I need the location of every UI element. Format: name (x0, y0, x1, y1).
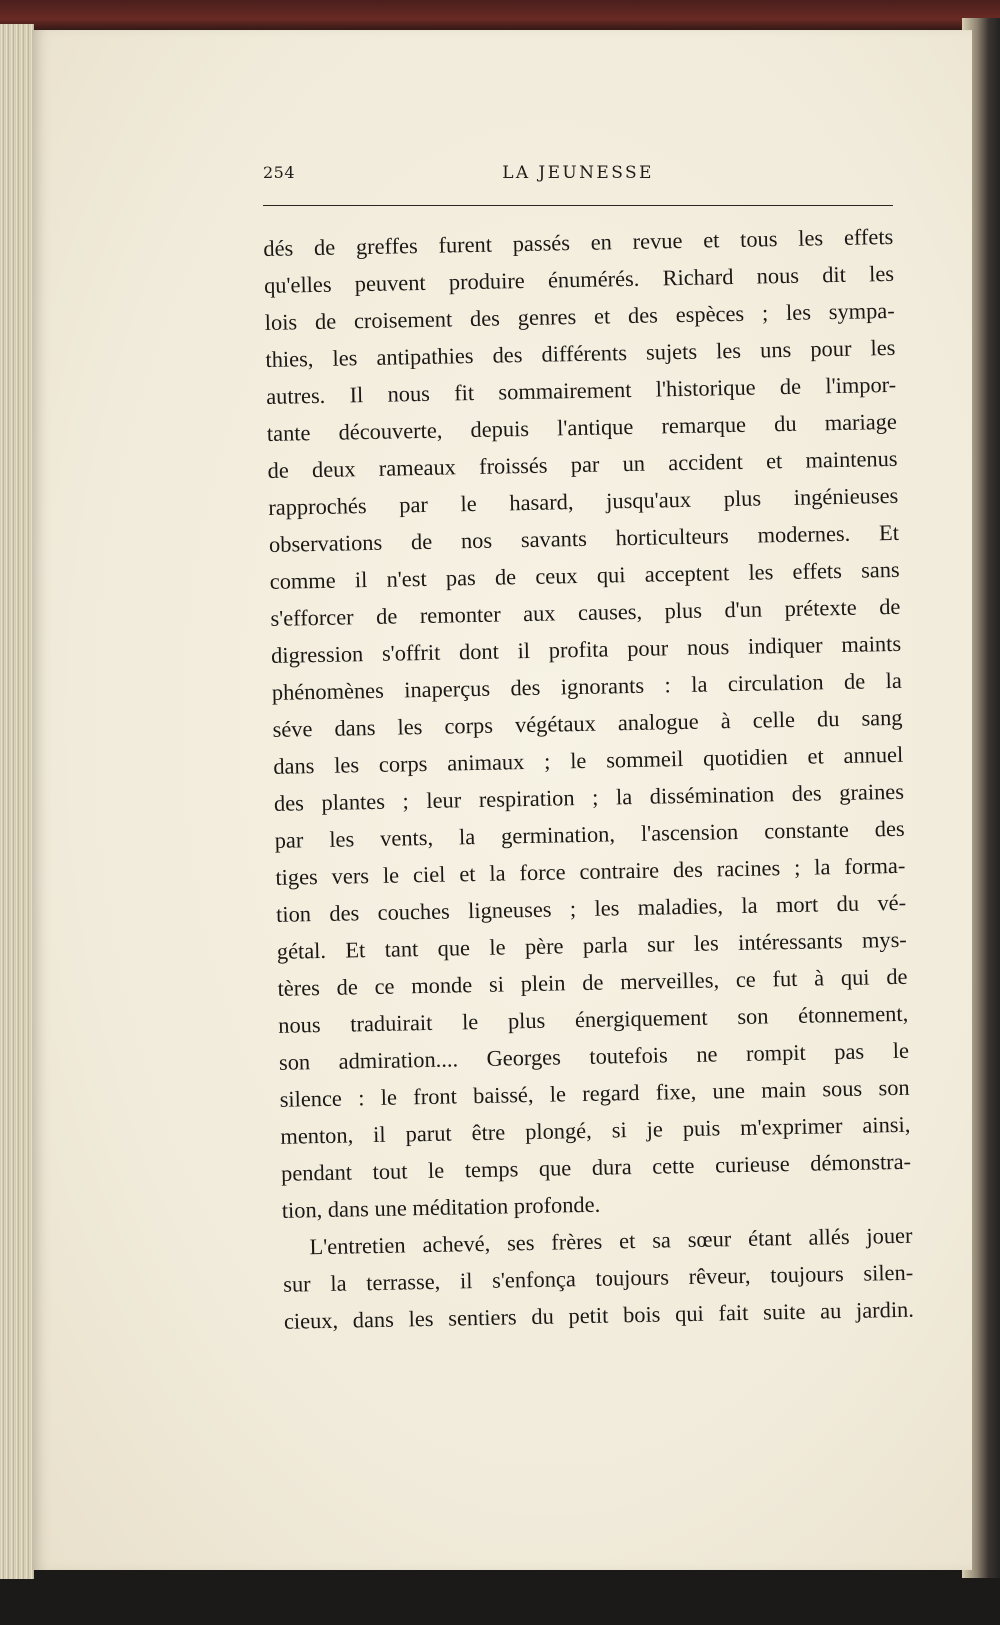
text-line: silence : le front baissé, le regard fixe, une main sous son (279, 1074, 910, 1112)
body-text (263, 218, 914, 1340)
text-line: tion des couches ligneuses ; les maladies, la mort du vé- (275, 889, 907, 927)
text-line: tères de ce monde si plein de merveilles, ce fut à qui de (277, 963, 908, 1001)
text-line: gétal. Et tant que le père parla sur les intéressants mys- (276, 926, 907, 964)
text-line: dés de greffes furent passés en revue et tous les effets (263, 223, 894, 261)
text-line: digression s'offrit dont il profita pour nous indiquer maints (270, 630, 902, 668)
running-head (263, 163, 893, 191)
text-line: dans les corps animaux ; le sommeil quotidien et annuel (273, 741, 904, 779)
text-line: tiges vers le ciel et la force contraire des racines ; la forma- (275, 852, 906, 890)
text-line: nous traduirait le plus énergiquement son étonnement, (278, 1000, 909, 1038)
text-line: séve dans les corps végétaux analogue à celle du sang (272, 704, 903, 742)
text-line: tante découverte, depuis l'antique remarque du mariage (266, 408, 898, 446)
text-line: L'entretien achevé, ses frères et sa sœur étant allés jouer (309, 1222, 913, 1260)
text-line: cieux, dans les sentiers du petit bois qui fait suite au jardin. (283, 1296, 915, 1334)
book-cover-edge (0, 0, 1000, 32)
text-line: rapprochés par le hasard, jusqu'aux plus ingénieuses (268, 482, 899, 520)
text-line: tion, dans une méditation profonde. (281, 1191, 601, 1223)
text-line: son admiration.... Georges toutefois ne rompit pas le (278, 1037, 910, 1075)
text-line: autres. Il nous fit sommairement l'historique de l'impor- (265, 371, 897, 409)
left-page-edges (0, 24, 34, 1579)
text-line: des plantes ; leur respiration ; la dissémination des graines (273, 778, 905, 816)
text-line: s'efforcer de remonter aux causes, plus d'un prétexte de (270, 593, 901, 631)
text-line: menton, il parut être plongé, si je puis m'exprimer ainsi, (280, 1111, 911, 1149)
text-line: comme il n'est pas de ceux qui acceptent les effets sans (269, 556, 900, 594)
text-line: par les vents, la germination, l'ascension constante des (274, 815, 905, 853)
text-line: qu'elles peuvent produire énumérés. Richard nous dit les (263, 260, 895, 298)
text-line: thies, les antipathies des différents sujets les uns pour les (265, 334, 896, 372)
page-number: 254 (263, 163, 296, 182)
text-line: sur la terrasse, il s'enfonça toujours rêveur, toujours silen- (283, 1259, 914, 1297)
text-line: lois de croisement des genres et des espèces ; les sympa- (264, 297, 895, 335)
text-line: observations de nos savants horticulteurs modernes. Et (268, 519, 900, 557)
running-title: LA JEUNESSE (502, 163, 654, 183)
text-line: de deux rameaux froissés par un accident et maintenus (267, 445, 898, 483)
text-line: pendant tout le temps que dura cette curieuse démonstra- (280, 1148, 912, 1186)
header-rule (263, 205, 893, 206)
text-line: phénomènes inaperçus des ignorants : la circulation de la (271, 667, 903, 705)
